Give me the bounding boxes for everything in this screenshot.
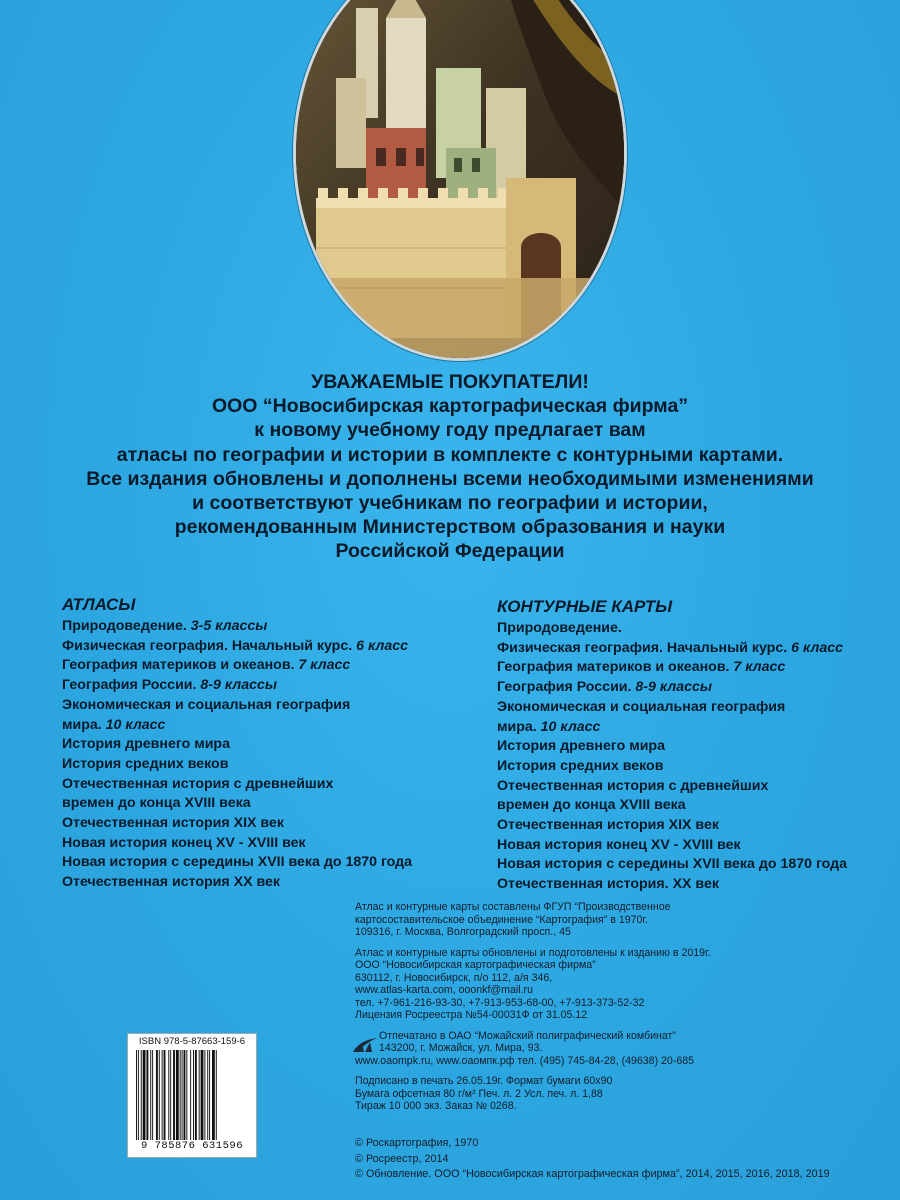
printer-block <box>355 1030 895 1068</box>
list-item <box>497 658 897 678</box>
list-item <box>62 676 462 696</box>
intro-line: и соответствуют учебникам по географии и истории, <box>192 492 708 515</box>
list-item <box>62 617 462 637</box>
intro-line: к новому учебному году предлагает вам <box>254 419 646 442</box>
list-item <box>62 873 462 893</box>
atlases-list <box>62 594 462 893</box>
list-item <box>497 796 897 816</box>
printer-logo-icon <box>352 1034 378 1054</box>
credit-line: картосоставительское объединение “Картография” в 1970г. <box>355 913 648 926</box>
intro-line: атласы по географии и истории в комплекте с контурными картами. <box>116 443 784 466</box>
updated-by-block <box>355 947 895 1022</box>
list-item <box>62 696 462 716</box>
list-item-title: История древнего мира <box>497 738 665 755</box>
list-item-title: Отечественная история с древнейших <box>497 777 769 794</box>
intro-heading: УВАЖАЕМЫЕ ПОКУПАТЕЛИ! <box>311 371 589 393</box>
list-item <box>497 836 897 856</box>
list-item <box>62 794 462 814</box>
list-item <box>497 875 897 895</box>
list-item <box>497 737 897 757</box>
list-item <box>497 777 897 797</box>
list-item <box>497 698 897 718</box>
copyright-line: © Роскартография, 1970 <box>355 1137 479 1149</box>
list-item <box>497 619 897 639</box>
intro-line: рекомендованным Министерством образования и науки <box>174 516 726 539</box>
list-item-title: времен до конца XVIII века <box>497 797 686 814</box>
intro-line: ООО “Новосибирская картографическая фирма” <box>211 395 689 418</box>
compiled-by-block <box>355 901 895 939</box>
list-item-title: История средних веков <box>62 755 229 772</box>
list-item-title: мира. <box>497 718 541 735</box>
credit-line: Отпечатано в ОАО “Можайский полиграфический комбинат” <box>379 1029 676 1042</box>
list-item-grade: 8-9 классы <box>635 679 713 696</box>
list-item-title: Новая история с середины XVII века до 1870 года <box>497 856 848 873</box>
list-item-title: Отечественная история XIX век <box>62 815 284 832</box>
publishing-credits <box>355 901 895 1121</box>
list-item <box>497 639 897 659</box>
intro-line: Российской Федерации <box>335 540 565 563</box>
list-item-grade: 6 класс <box>356 637 408 654</box>
list-item-grade: 8-9 классы <box>200 677 278 694</box>
list-item <box>497 855 897 875</box>
list-item <box>62 853 462 873</box>
list-item-title: География материков и океанов. <box>497 659 734 676</box>
list-item-grade: 7 класс <box>298 657 351 674</box>
copyright-block <box>355 1136 830 1183</box>
list-item-title: География России. <box>62 677 201 694</box>
contour-maps-title: КОНТУРНЫЕ КАРТЫ <box>497 597 673 616</box>
atlases-title: АТЛАСЫ <box>62 595 136 614</box>
list-item <box>62 775 462 795</box>
intro-line: Все издания обновлены и дополнены всеми необходимыми изменениями <box>86 467 814 490</box>
list-item-grade: 10 класс <box>105 716 166 733</box>
list-item <box>62 656 462 676</box>
isbn-digits: 9 785876 631596 <box>140 1140 243 1152</box>
credit-line: Атлас и контурные карты составлены ФГУП “Производственное <box>355 901 671 913</box>
list-item-grade: 7 класс <box>733 659 786 676</box>
credit-line: Подписано в печать 26.05.19г. Формат бумаги 60х90 <box>355 1075 613 1087</box>
list-item-title: Отечественная история. XX век <box>497 876 719 893</box>
copyright-line: © Обновление. ООО “Новосибирская картографическая фирма”, 2014, 2015, 2016, 2018, 2019 <box>355 1168 830 1180</box>
intro-message <box>0 370 900 564</box>
list-item <box>497 757 897 777</box>
credit-line: www.atlas-karta.com, ooonkf@mail.ru <box>355 984 533 996</box>
list-item-title: История средних веков <box>497 757 664 774</box>
isbn-barcode-box <box>127 1033 257 1158</box>
credit-line: www.oaompk.ru, www.оаомпк.рф тел. (495) 745-84-28, (49638) 20-685 <box>355 1054 695 1067</box>
list-item <box>62 814 462 834</box>
list-item-grade: 3-5 классы <box>190 618 268 634</box>
list-item-title: Новая история с середины XVII века до 1870 года <box>62 854 413 871</box>
list-item-title: Отечественная история XIX век <box>497 817 719 834</box>
list-item-title: Физическая география. Начальный курс. <box>62 637 357 654</box>
copyright-line: © Росреестр, 2014 <box>355 1152 449 1165</box>
city-painting-medallion <box>293 0 627 361</box>
list-item <box>62 716 462 736</box>
list-item <box>62 637 462 657</box>
list-item-title: География России. <box>497 679 636 696</box>
list-item <box>497 816 897 836</box>
list-item-title: Отечественная история с древнейших <box>62 775 334 792</box>
list-item-title: Физическая география. Начальный курс. <box>497 639 792 656</box>
list-item <box>62 735 462 755</box>
list-item-title: Экономическая и социальная география <box>62 696 351 713</box>
credit-line: тел. +7-961-216-93-30, +7-913-953-68-00, +7-913-373-52-32 <box>355 996 645 1009</box>
list-item-title: времен до конца XVIII века <box>62 795 251 812</box>
credit-line: Атлас и контурные карты обновлены и подготовлены к изданию в 2019г. <box>355 946 711 959</box>
list-item-title: Природоведение. <box>62 618 191 634</box>
print-info-block <box>355 1075 895 1113</box>
list-item-title: Новая история конец XV - XVIII век <box>497 836 741 853</box>
credit-line: Лицензия Росреестра №54-00031Ф от 31.05.12 <box>355 1009 588 1021</box>
list-item-title: Новая история конец XV - XVIII век <box>62 834 306 851</box>
list-item-grade: 6 класс <box>791 639 843 656</box>
list-item-grade: 10 класс <box>540 718 601 735</box>
list-item <box>62 755 462 775</box>
contour-maps-list <box>497 596 897 895</box>
barcode-icon <box>136 1050 248 1140</box>
credit-line: 109316, г. Москва, Волгоградский просп., 45 <box>355 926 571 938</box>
list-item-title: Экономическая и социальная география <box>497 698 786 715</box>
list-item-title: Природоведение. <box>497 620 622 636</box>
list-item <box>497 678 897 698</box>
list-item-title: Отечественная история XX век <box>62 874 281 891</box>
credit-line: 143200, г. Можайск, ул. Мира, 93. <box>379 1042 543 1054</box>
credit-line: ООО “Новосибирская картографическая фирма” <box>355 959 596 971</box>
credit-line: Бумага офсетная 80 г/м² Печ. л. 2 Усл. печ. л. 1,88 <box>355 1087 603 1100</box>
castle-illustration <box>296 0 624 358</box>
credit-line: Тираж 10 000 экз. Заказ № 0268. <box>355 1100 517 1112</box>
list-item-title: История древнего мира <box>62 736 230 753</box>
list-item <box>62 834 462 854</box>
list-item-title: География материков и океанов. <box>62 657 299 674</box>
isbn-label: ISBN 978-5-87663-159-6 <box>138 1036 246 1047</box>
list-item-title: мира. <box>62 716 106 733</box>
list-item <box>497 718 897 738</box>
credit-line: 630112, г. Новосибирск, п/о 112, а/я 346, <box>355 971 553 984</box>
